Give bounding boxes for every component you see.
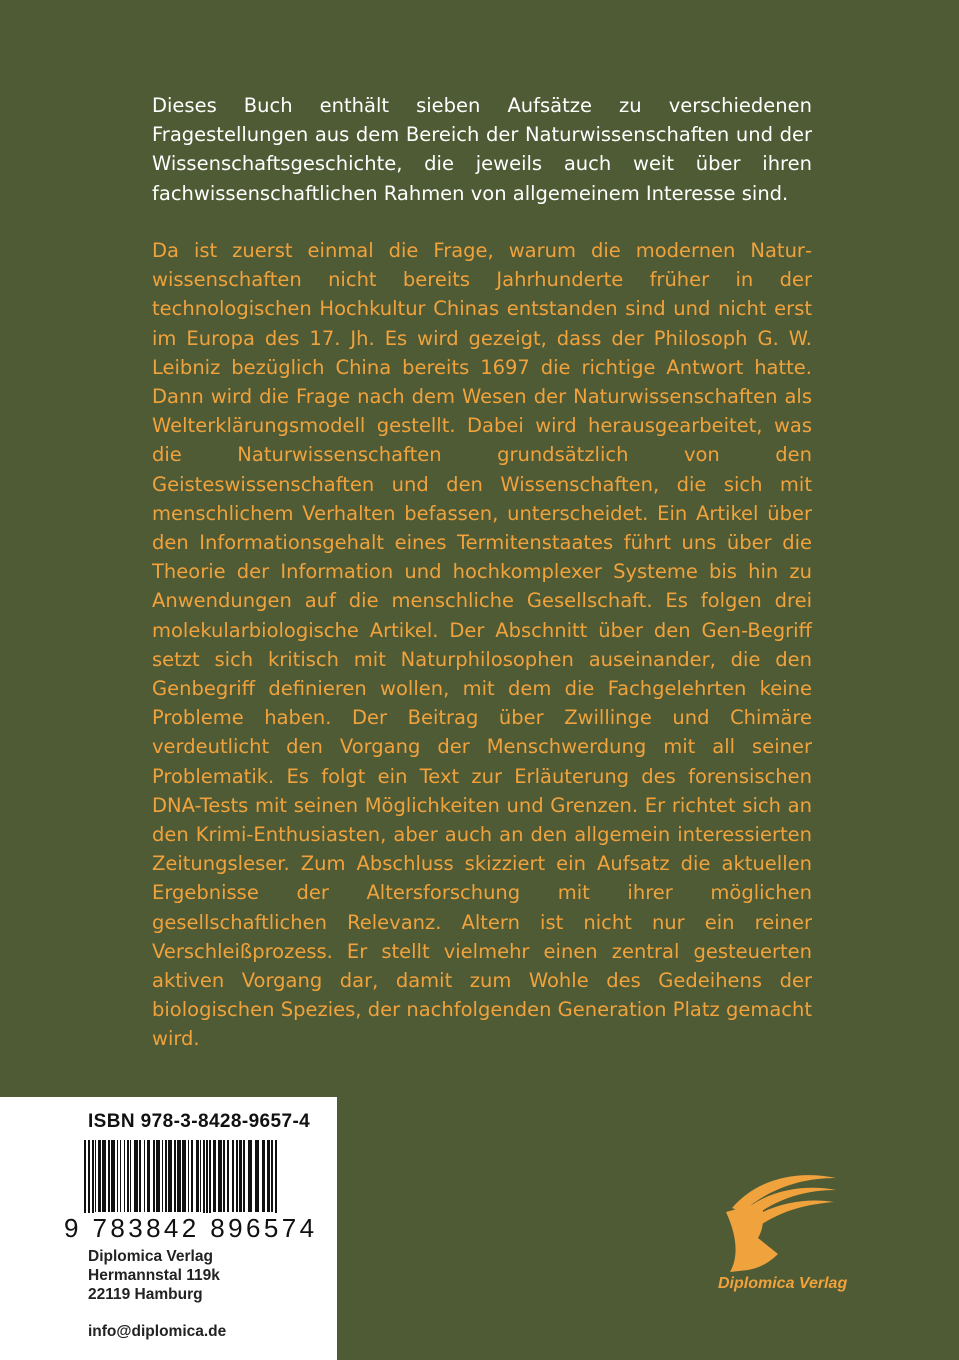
intro-paragraph: Dieses Buch enthält sieben Aufsätze zu verschiedenen Fragestellungen aus dem Bereich der Naturwissenschaften und der Wissenschaftsgeschichte, die jeweils auch weit über ihren fachwissenschaftlichen Rahmen von allgemeinem Interesse sind. <box>152 94 812 205</box>
address-line: Hermannstal 119k <box>88 1267 220 1284</box>
publisher-email: info@diplomica.de <box>88 1323 227 1340</box>
barcode-icon <box>84 1140 280 1224</box>
address-line: Diplomica Verlag <box>88 1248 213 1265</box>
isbn-label: ISBN 978-3-8428-9657-4 <box>88 1111 311 1132</box>
barcode-digits: 9 783842 896574 <box>64 1213 318 1243</box>
publisher-logo-text: Diplomica Verlag <box>718 1275 848 1292</box>
publisher-logo-icon <box>718 1168 838 1276</box>
barcode-panel <box>0 1097 337 1360</box>
address-line: 22119 Hamburg <box>88 1286 203 1303</box>
publisher-address <box>88 1247 220 1304</box>
summary-paragraph: Da ist zuerst einmal die Frage, warum die modernen Naturwissenschaften nicht bereits Jahrhunderte früher in der technologischen Hochkultur Chinas entstanden sind und nicht erst im Europa des 17. Jh. Es wird gezeigt, dass der Philosoph G. W. Leibniz bezüglich China bereits 1697 die richtige Antwort hatte. Dann wird die Frage nach dem Wesen der Naturwissenschaften als Welterklärungsmodell gestellt. Dabei wird herausgearbeitet, was die Naturwissenschaften grundsätzlich von den Geisteswissenschaften und den Wissenschaften, die sich mit menschlichem Verhalten befassen, unterscheidet. Ein Artikel über den Informationsgehalt eines Termitenstaates führt uns über die Theorie der Information und hochkomplexer Systeme bis hin zu Anwendungen auf die menschliche Gesellschaft. Es folgen drei molekularbiologische Artikel. Der Abschnitt über den Gen-Begriff setzt sich kritisch mit Naturphilosophen auseinander, die den Genbegriff definieren wollen, mit dem die Fachgelehrten keine Probleme haben. Der Beitrag über Zwillinge und Chimäre verdeutlicht den Vorgang der Menschwerdung mit all seiner Problematik. Es folgt ein Text zur Erläuterung des forensischen DNA-Tests mit seinen Möglichkeiten und Grenzen. Er richtet sich an den Krimi-Enthusiasten, aber auch an den allgemein interessierten Zeitungsleser. Zum Abschluss skizziert ein Aufsatz die aktuellen Ergebnisse der Altersforschung mit ihrer möglichen gesellschaftlichen Relevanz. Altern ist nicht nur ein reiner Verschleißprozess. Er stellt vielmehr einen zentral gesteuerten aktiven Vorgang dar, damit zum Wohle des Gedeihens der biologischen Spezies, der nachfolgenden Generation Platz gemacht wird. <box>152 239 812 1051</box>
